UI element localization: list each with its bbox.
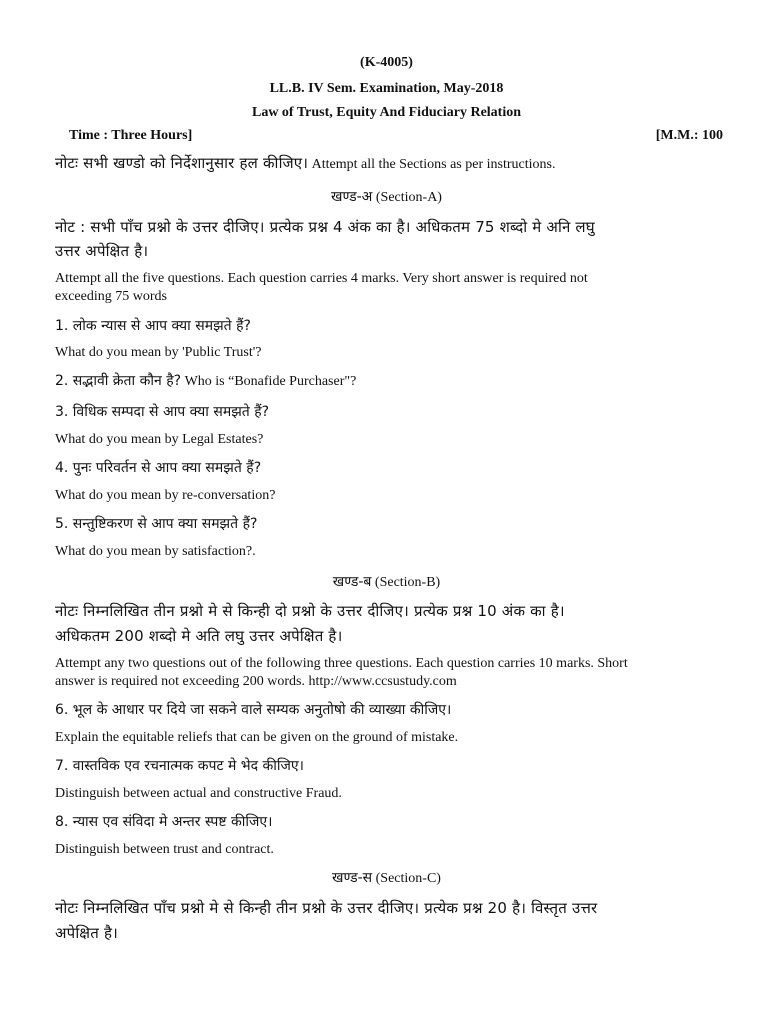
- question-3-hindi: 3. विधिक सम्पदा से आप क्या समझते हैं?: [55, 404, 270, 420]
- exam-page: [55, 0, 723, 1024]
- exam-title: LL.B. IV Sem. Examination, May-2018: [269, 81, 504, 96]
- section-a-note-english-2: exceeding 75 words: [55, 289, 167, 304]
- section-b-heading: [55, 572, 718, 591]
- question-2-english: Who is “Bonafide Purchaser"?: [184, 374, 357, 389]
- section-a-heading-hindi: खण्ड-अ: [331, 189, 373, 205]
- section-a-note-english-1: Attempt all the five questions. Each question carries 4 marks. Very short answer is required not: [55, 271, 588, 286]
- question-1-hindi: 1. लोक न्यास से आप क्या समझते हैं?: [55, 318, 251, 334]
- section-c-note-hindi-1: नोटः निम्नलिखित पाँच प्रश्नो मे से किन्ही तीन प्रश्नो के उत्तर दीजिए। प्रत्येक प्रश्न 20 है। विस्तृत उत्तर: [55, 899, 598, 917]
- paper-code: (K-4005): [360, 55, 413, 70]
- question-4-hindi: 4. पुनः परिवर्तन से आप क्या समझते हैं?: [55, 460, 262, 476]
- section-c-note-hindi-2: अपेक्षित है।: [55, 924, 118, 942]
- question-6-english: Explain the equitable reliefs that can be given on the ground of mistake.: [55, 730, 459, 745]
- question-2: [55, 371, 718, 390]
- section-b-heading-hindi: खण्ड-ब: [332, 574, 372, 590]
- question-8-hindi: 8. न्यास एव संविदा मे अन्तर स्पष्ट कीजिए।: [55, 814, 273, 830]
- time-label: Time : Three Hours]: [69, 128, 193, 143]
- section-a-heading: [55, 187, 718, 206]
- general-note-english: Attempt all the Sections as per instructions.: [311, 157, 556, 172]
- section-b-note-english-2: answer is required not exceeding 200 words. http://www.ccsustudy.com: [55, 674, 457, 689]
- section-c-heading: [55, 868, 718, 887]
- question-7-english: Distinguish between actual and constructive Fraud.: [55, 786, 342, 801]
- question-1-english: What do you mean by 'Public Trust'?: [55, 345, 262, 360]
- section-a-heading-english: (Section-A): [375, 190, 442, 205]
- question-3-english: What do you mean by Legal Estates?: [55, 432, 264, 447]
- section-b-note-hindi-1: नोटः निम्नलिखित तीन प्रश्नो मे से किन्ही दो प्रश्नो के उत्तर दीजिए। प्रत्येक प्रश्न 10 अंक का है।: [55, 602, 565, 620]
- question-5-hindi: 5. सन्तुष्टिकरण से आप क्या समझते हैं?: [55, 516, 258, 532]
- section-c-heading-english: (Section-C): [375, 871, 441, 886]
- general-note: [55, 153, 718, 173]
- section-b-note-english-1: Attempt any two questions out of the following three questions. Each question carries 10 marks. Short: [55, 656, 628, 671]
- time-marks-row: [69, 128, 723, 144]
- max-marks-label: [M.M.: 100: [655, 128, 723, 143]
- section-b-heading-english: (Section-B): [374, 575, 441, 590]
- question-4-english: What do you mean by re-conversation?: [55, 488, 276, 503]
- question-8-english: Distinguish between trust and contract.: [55, 842, 274, 857]
- section-b-note-hindi-2: अधिकतम 200 शब्दो मे अति लघु उत्तर अपेक्षित है।: [55, 627, 343, 645]
- question-5-english: What do you mean by satisfaction?.: [55, 544, 256, 559]
- section-c-heading-hindi: खण्ड-स: [332, 870, 373, 886]
- section-a-note-hindi-2: उत्तर अपेक्षित है।: [55, 242, 149, 260]
- section-a-note-hindi-1: नोट : सभी पाँच प्रश्नो के उत्तर दीजिए। प्रत्येक प्रश्न 4 अंक का है। अधिकतम 75 शब्दो मे अनि लघु: [55, 218, 595, 236]
- subject-title: Law of Trust, Equity And Fiduciary Relation: [251, 105, 522, 120]
- question-6-hindi: 6. भूल के आधार पर दिये जा सकने वाले सम्यक अनुतोषो की व्याख्या कीजिए।: [55, 702, 452, 718]
- question-2-hindi: 2. सद्भावी क्रेता कौन है?: [55, 373, 182, 389]
- general-note-hindi: नोटः सभी खण्डो को निर्देशानुसार हल कीजिए।: [55, 154, 309, 172]
- question-7-hindi: 7. वास्तविक एव रचनात्मक कपट मे भेद कीजिए।: [55, 758, 304, 774]
